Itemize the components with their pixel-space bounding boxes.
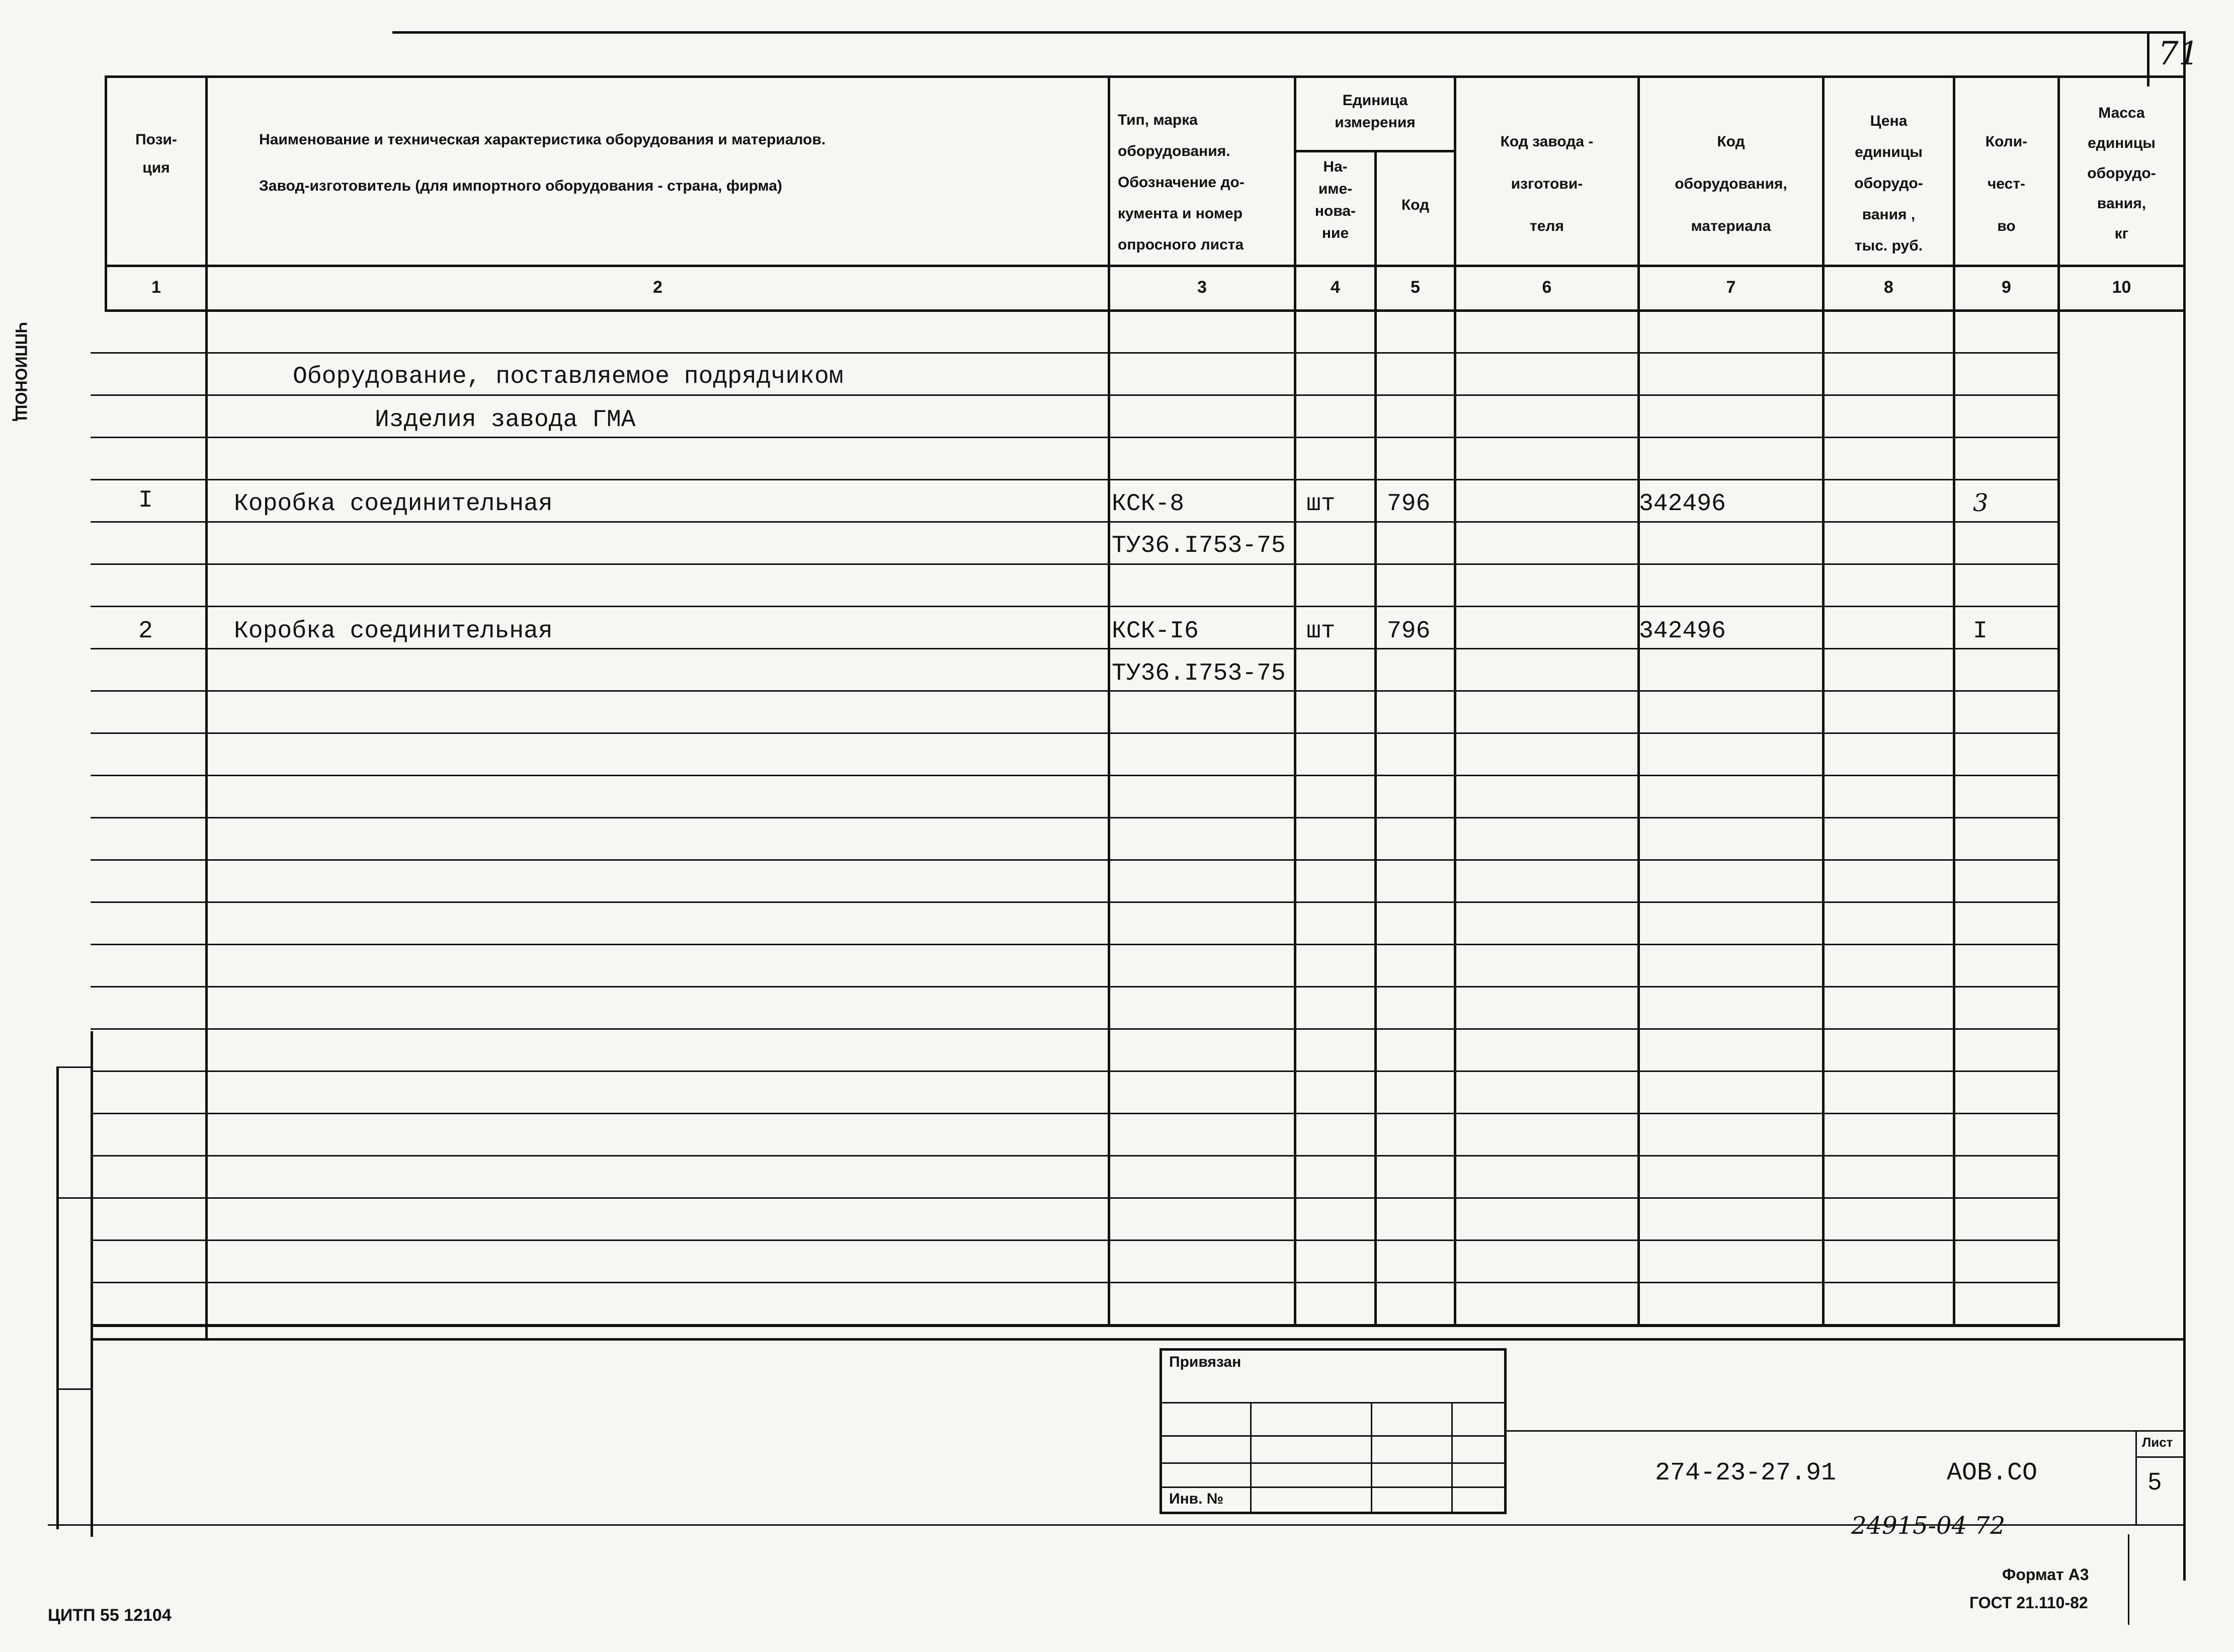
header-text: ция [142, 159, 170, 176]
margin-line-left [56, 1066, 59, 1529]
header-unit-code [1377, 191, 1454, 219]
header-text: изготови- [1511, 176, 1583, 192]
header-text: нова- [1314, 203, 1356, 219]
header-text: Код [1717, 133, 1745, 150]
stamp-bound-label: Привязан [1169, 1354, 1242, 1370]
section-subheading: Изделия завода ГМА [375, 406, 636, 434]
header-text: Тип, марка [1118, 112, 1198, 128]
header-text: Цена [1870, 113, 1908, 129]
header-text: Наименование и техническая характеристика оборудования и материалов. [259, 131, 826, 148]
row-rule [91, 690, 2060, 692]
handwritten-number: 24915-04 72 [1851, 1512, 2006, 1540]
col-divider-8 [1953, 75, 1955, 1325]
header-text: теля [1530, 218, 1564, 234]
header-text: во [1997, 218, 2016, 234]
stamp-line [1162, 1486, 1504, 1488]
header-quantity [1955, 121, 2057, 247]
header-equipment-code [1640, 121, 1822, 247]
header-text: единицы [2088, 135, 2156, 151]
item-equipment-code: 342496 [1639, 490, 1726, 518]
row-rule [91, 732, 2060, 734]
header-position [107, 126, 205, 182]
table-top-line [105, 75, 2186, 78]
row-rule [91, 437, 2060, 438]
column-number: 7 [1726, 278, 1736, 297]
header-text: Обозначение до- [1118, 174, 1245, 191]
margin-line-right [91, 1031, 93, 1537]
header-name [259, 126, 825, 200]
stamp-line [1162, 1402, 1504, 1403]
header-text: кумента и номер [1118, 205, 1243, 222]
column-number: 4 [1331, 278, 1340, 297]
row-rule [91, 1028, 2060, 1030]
column-number: 6 [1542, 278, 1552, 297]
stamp-vline [1250, 1402, 1252, 1512]
frame-bottom-line [91, 1338, 2186, 1341]
sheet-box-line [2135, 1430, 2137, 1524]
format-label: Формат А3 [2002, 1565, 2089, 1584]
gost-label: ГОСТ 21.110-82 [1969, 1594, 2088, 1612]
sheet-box-line [2135, 1456, 2186, 1458]
col-divider-4 [1374, 150, 1377, 1325]
header-type [1118, 105, 1245, 261]
row-rule [91, 1282, 2060, 1283]
header-unit-name [1296, 156, 1374, 244]
document-suffix: АОВ.СО [1947, 1459, 2038, 1488]
item-quantity: 3 [1973, 489, 1989, 517]
row-rule [91, 648, 2060, 649]
col-divider-2 [1108, 75, 1110, 1325]
column-number: 10 [2112, 278, 2131, 297]
header-text: единицы [1855, 144, 1923, 160]
header-text: оборудования, [1675, 176, 1787, 192]
header-text: тыс. руб. [1854, 237, 1923, 254]
item-unit: шт [1306, 618, 1336, 645]
row-rule [91, 479, 2060, 480]
margin-tick [56, 1197, 92, 1199]
stamp-line [1162, 1435, 1504, 1437]
item-type: КСК-I6 [1112, 618, 1199, 645]
col-divider-1 [205, 75, 208, 1338]
page-number-box-line [2147, 31, 2149, 87]
row-rule [91, 1113, 2060, 1114]
row-rule [91, 859, 2060, 861]
header-text: оборудования. [1118, 143, 1230, 159]
header-text: ние [1321, 225, 1349, 241]
item-unit: шт [1306, 490, 1336, 518]
item-doc: ТУ36.I753-75 [1112, 660, 1286, 687]
binding-stamp [1160, 1348, 1507, 1514]
col-divider-3 [1294, 75, 1296, 1325]
sheet-number: 5 [2148, 1468, 2162, 1495]
footer-code: ЦИТП 55 12104 [48, 1606, 172, 1625]
item-name: Коробка соединительная [234, 490, 553, 518]
col-divider-6 [1637, 75, 1640, 1325]
column-number: 2 [653, 278, 663, 297]
column-number: 3 [1197, 278, 1207, 297]
row-rule [91, 1070, 2060, 1072]
header-text: вания, [2097, 195, 2146, 212]
header-text: На- [1323, 158, 1348, 175]
row-rule [91, 394, 2060, 396]
header-text: чест- [1987, 176, 2026, 192]
column-number: 5 [1411, 278, 1420, 297]
header-text: Код завода - [1500, 133, 1594, 150]
stamp-inv-label: Инв. № [1169, 1491, 1224, 1507]
row-rule [91, 775, 2060, 776]
item-equipment-code: 342496 [1639, 618, 1726, 645]
stamp-vline [1371, 1402, 1372, 1512]
row-rule [91, 606, 2060, 607]
margin-tick [56, 1066, 92, 1068]
page-number: 71 [2158, 35, 2199, 72]
item-unit-code: 796 [1387, 618, 1431, 645]
row-rule [91, 1155, 2060, 1157]
column-number-line [105, 309, 2186, 312]
item-name: Коробка соединительная [234, 618, 553, 645]
margin-tick [56, 1388, 92, 1390]
col-divider-5 [1454, 75, 1456, 1325]
col-divider-9 [2057, 75, 2060, 1325]
header-unit-group [1296, 90, 1454, 134]
row-rule [91, 521, 2060, 523]
row-rule [91, 1324, 2060, 1326]
header-text: Код [1401, 197, 1430, 213]
row-rule [91, 563, 2060, 565]
header-text: опросного листа [1118, 236, 1244, 253]
header-text: Завод-изготовитель (для импортного оборудования - страна, фирма) [259, 178, 782, 194]
header-bottom-line [105, 265, 2186, 267]
header-text: Масса [2098, 105, 2145, 121]
row-rule [91, 1197, 2060, 1199]
section-heading: Оборудование, поставляемое подрядчиком [293, 363, 844, 390]
column-number: 1 [151, 278, 161, 297]
header-text: оборудо- [2087, 165, 2156, 182]
column-number: 8 [1884, 278, 1893, 297]
row-rule [91, 986, 2060, 987]
header-mass [2060, 98, 2183, 249]
header-text: вания , [1862, 206, 1916, 223]
sheet-label: Лист [2142, 1435, 2173, 1450]
col-divider-7 [1822, 75, 1825, 1325]
row-rule [91, 352, 2060, 354]
item-position: 2 [138, 618, 153, 645]
left-header-border [105, 75, 107, 309]
side-label: ЧППИОНОЩ [12, 322, 30, 421]
header-text: измерения [1335, 114, 1416, 131]
stamp-line [1162, 1462, 1504, 1464]
stamp-vline [1451, 1402, 1453, 1512]
header-text: Пози- [135, 131, 177, 148]
title-block-line [1507, 1430, 2186, 1432]
right-frame-line [2183, 31, 2186, 1581]
row-rule [91, 1240, 2060, 1241]
header-text: име- [1318, 181, 1353, 197]
row-rule [91, 901, 2060, 903]
row-rule [91, 944, 2060, 945]
frame-right-tick [2128, 1534, 2129, 1625]
header-text: Единица [1342, 92, 1408, 109]
header-text: оборудо- [1854, 175, 1923, 192]
column-number: 9 [2002, 278, 2011, 297]
item-position: I [138, 487, 153, 514]
top-border-line [392, 31, 2186, 34]
item-doc: ТУ36.I753-75 [1112, 532, 1286, 559]
document-code: 274-23-27.91 [1655, 1459, 1837, 1488]
header-text: кг [2114, 225, 2129, 242]
item-unit-code: 796 [1387, 490, 1431, 518]
header-price [1825, 106, 1953, 262]
item-type: КСК-8 [1112, 490, 1185, 518]
header-text: материала [1691, 218, 1771, 234]
item-quantity: I [1973, 618, 1988, 645]
header-text: Коли- [1985, 133, 2028, 150]
row-rule [91, 817, 2060, 818]
header-factory-code [1456, 121, 1637, 247]
